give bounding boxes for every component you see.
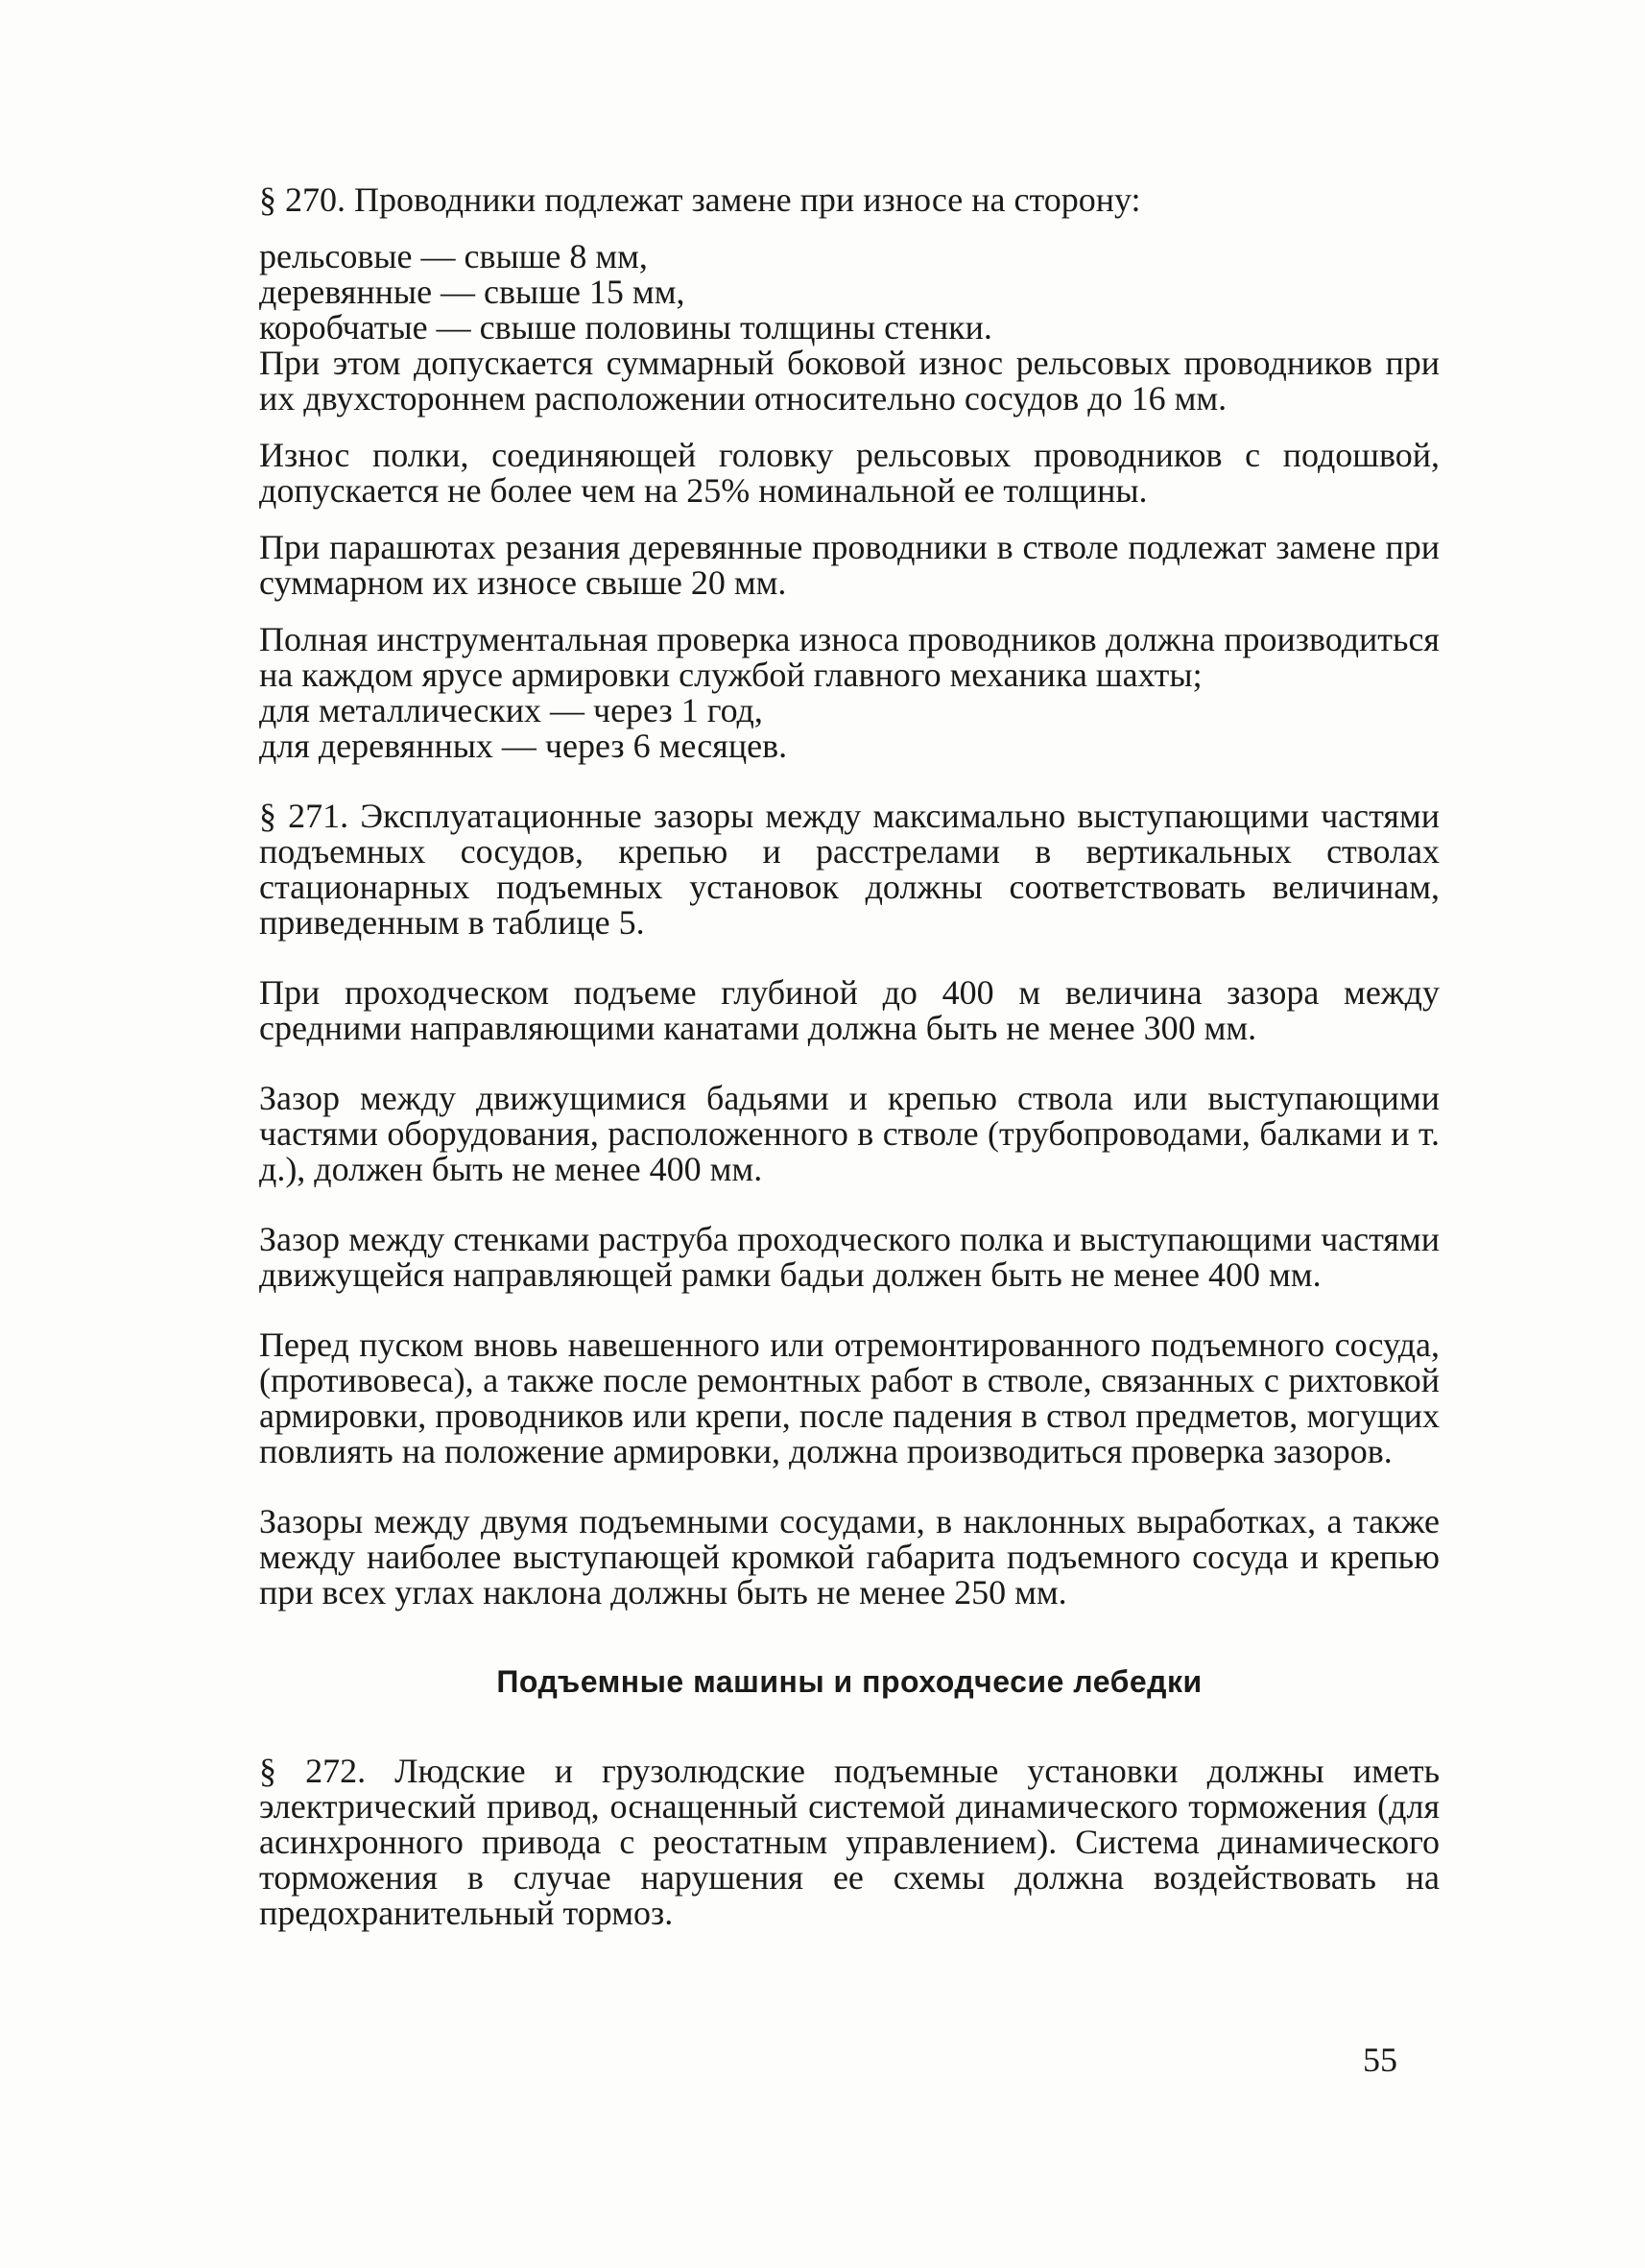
paragraph-parachute: При парашютах резания деревянные проводники в стволе подлежат замене при суммарном их износе свыше 20 мм.: [259, 528, 1440, 602]
list-item-wood-inspection: для деревянных — через 6 месяцев.: [259, 727, 788, 765]
section-272-text: § 272. Людские и грузолюдские подъемные установки должны иметь электрический привод, оснащенный системой динамического торможения (для асинхронного привода с реостатным управлением). Система динамического торможения в случае нарушения ее схемы должна воздействовать на предохранительный тормоз.: [259, 1752, 1440, 1932]
section-270-intro: § 270. Проводники подлежат замене при износе на сторону:: [259, 180, 1141, 219]
page-number: 55: [1363, 2041, 1397, 2079]
paragraph-funnel-clearance: Зазор между стенками раструба проходческого полка и выступающими частями движущейся направляющей рамки бадьи должен быть не менее 400 мм.: [259, 1220, 1440, 1294]
section-heading: Подъемные машины и проходчесие лебедки: [496, 1664, 1203, 1699]
paragraph-bucket-clearance: Зазор между движущимися бадьями и крепью ствола или выступающими частями оборудования, расположенного в стволе (трубопроводами, балками и т. д.), должен быть не менее 400 мм.: [259, 1079, 1440, 1188]
paragraph-inspection: Полная инструментальная проверка износа проводников должна производиться на каждом ярусе армировки службой главного механика шахты;: [259, 620, 1440, 694]
text-column: [259, 182, 1440, 1931]
list-item-wooden: деревянные — свыше 15 мм,: [259, 273, 685, 311]
paragraph-sum-wear: При этом допускается суммарный боковой износ рельсовых проводников при их двухстороннем расположении относительно сосудов до 16 мм.: [259, 344, 1440, 418]
list-item-metal-inspection: для металлических — через 1 год,: [259, 691, 763, 729]
paragraph-inclined-clearance: Зазоры между двумя подъемными сосудами, в наклонных выработках, а также между наиболее выступающей кромкой габарита подъемного сосуда и крепью при всех углах наклона должны быть не менее 250 мм.: [259, 1502, 1440, 1611]
paragraph-shelf-wear: Износ полки, соединяющей головку рельсовых проводников с подошвой, допускается не более чем на 25% номинальной ее толщины.: [259, 436, 1440, 510]
section-271-intro: § 271. Эксплуатационные зазоры между максимально выступающими частями подъемных сосудов, крепью и расстрелами в вертикальных стволах стационарных подъемных установок должны соответствовать величинам, приведенным в таблице 5.: [259, 797, 1440, 942]
paragraph-start-check: Перед пуском вновь навешенного или отремонтированного подъемного сосуда, (противовеса), а также после ремонтных работ в стволе, связанных с рихтовкой армировки, проводников или крепи, после падения в ствол предметов, могущих повлиять на положение армировки, должна производиться проверка зазоров.: [259, 1325, 1440, 1470]
list-item-rail: рельсовые — свыше 8 мм,: [259, 237, 648, 275]
paragraph-sinking-hoist: При проходческом подъеме глубиной до 400 м величина зазора между средними направляющими канатами должна быть не менее 300 мм.: [259, 973, 1440, 1047]
list-item-box: коробчатые — свыше половины толщины стенки.: [259, 308, 992, 346]
